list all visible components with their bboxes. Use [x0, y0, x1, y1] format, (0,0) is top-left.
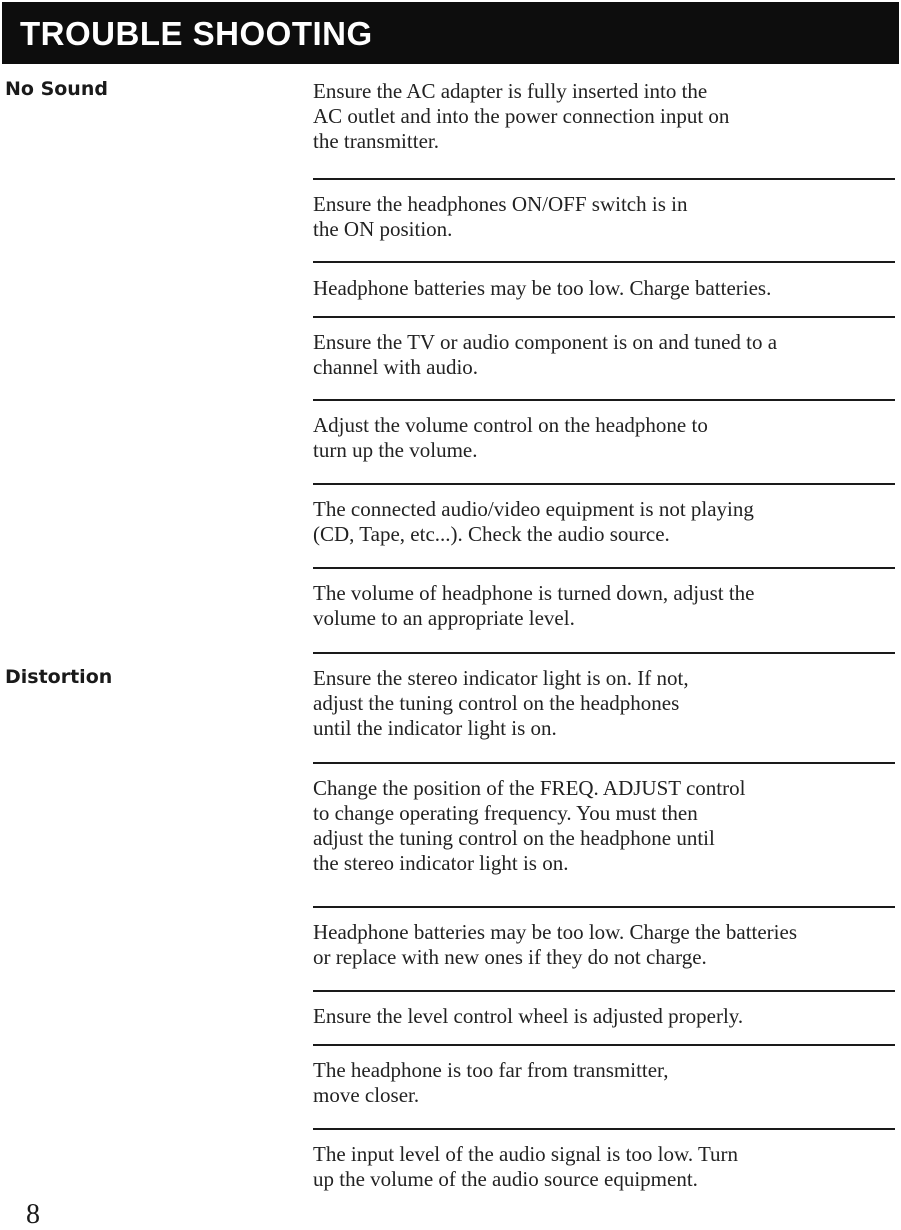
divider	[313, 178, 895, 180]
divider	[313, 762, 895, 764]
trouble-item	[313, 1004, 895, 1029]
trouble-item	[313, 1058, 895, 1108]
divider	[313, 483, 895, 485]
trouble-item	[313, 666, 895, 741]
category-distortion: Distortion	[5, 666, 113, 688]
page-number: 8	[26, 1199, 40, 1230]
item-line: until the indicator light is on.	[313, 716, 557, 740]
divider	[313, 652, 895, 654]
item-line: up the volume of the audio source equipment.	[313, 1167, 698, 1191]
item-line: the transmitter.	[313, 129, 439, 153]
divider	[313, 1128, 895, 1130]
item-line: The connected audio/video equipment is not playing	[313, 497, 754, 521]
item-line: or replace with new ones if they do not charge.	[313, 945, 707, 969]
divider	[313, 399, 895, 401]
trouble-item	[313, 413, 895, 463]
item-line: adjust the tuning control on the headphones	[313, 691, 680, 715]
item-line: Ensure the TV or audio component is on and tuned to a	[313, 330, 778, 354]
item-line: AC outlet and into the power connection input on	[313, 104, 730, 128]
item-line: (CD, Tape, etc...). Check the audio source.	[313, 522, 670, 546]
section-header-bar	[2, 2, 899, 64]
item-line: turn up the volume.	[313, 438, 478, 462]
trouble-item	[313, 581, 895, 631]
item-line: Headphone batteries may be too low. Charge the batteries	[313, 920, 798, 944]
category-no-sound: No Sound	[5, 78, 108, 100]
trouble-item	[313, 920, 895, 970]
trouble-item	[313, 192, 895, 242]
divider	[313, 567, 895, 569]
item-line: The headphone is too far from transmitter,	[313, 1058, 669, 1082]
trouble-item	[313, 330, 895, 380]
item-line: Headphone batteries may be too low. Charge batteries.	[313, 276, 772, 300]
item-line: Ensure the level control wheel is adjusted properly.	[313, 1004, 744, 1028]
divider	[313, 316, 895, 318]
item-line: Change the position of the FREQ. ADJUST control	[313, 776, 746, 800]
trouble-item	[313, 497, 895, 547]
divider	[313, 1044, 895, 1046]
item-line: adjust the tuning control on the headphone until	[313, 826, 715, 850]
item-line: move closer.	[313, 1083, 420, 1107]
divider	[313, 261, 895, 263]
divider	[313, 906, 895, 908]
item-line: channel with audio.	[313, 355, 479, 379]
item-line: volume to an appropriate level.	[313, 606, 575, 630]
trouble-item	[313, 776, 895, 876]
item-line: the ON position.	[313, 217, 453, 241]
item-line: Ensure the stereo indicator light is on. If not,	[313, 666, 689, 690]
item-line: Adjust the volume control on the headphone to	[313, 413, 708, 437]
item-line: The volume of headphone is turned down, adjust the	[313, 581, 755, 605]
item-line: Ensure the AC adapter is fully inserted into the	[313, 79, 708, 103]
trouble-item	[313, 276, 895, 301]
page-title: TROUBLE SHOOTING	[20, 15, 373, 52]
item-line: The input level of the audio signal is too low. Turn	[313, 1142, 739, 1166]
item-line: the stereo indicator light is on.	[313, 851, 569, 875]
trouble-item	[313, 1142, 895, 1192]
trouble-item	[313, 79, 895, 154]
item-line: to change operating frequency. You must then	[313, 801, 698, 825]
divider	[313, 990, 895, 992]
item-line: Ensure the headphones ON/OFF switch is in	[313, 192, 688, 216]
